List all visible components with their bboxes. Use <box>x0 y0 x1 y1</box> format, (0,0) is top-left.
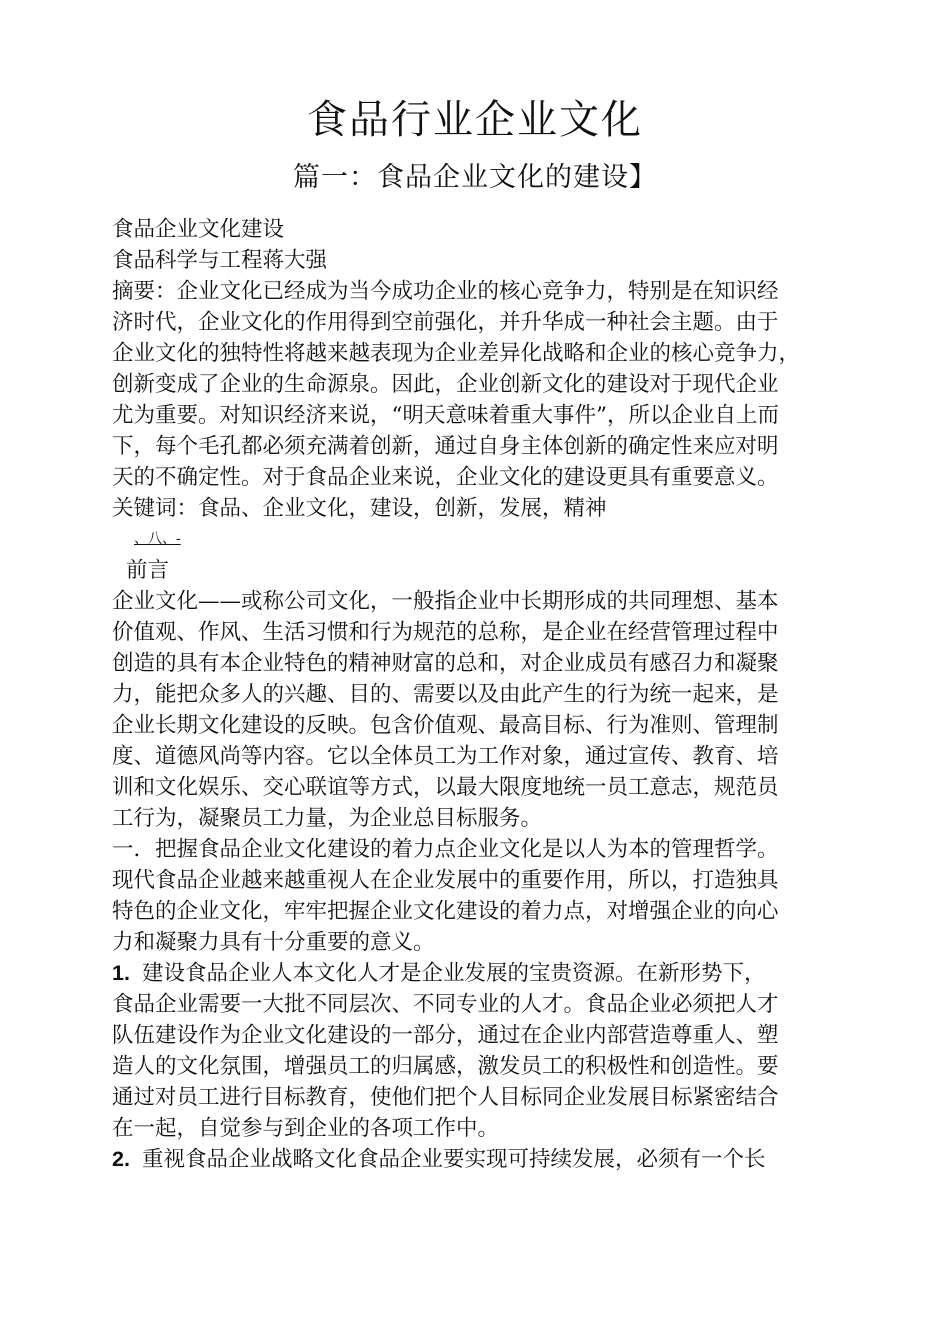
text-line: 创新变成了企业的生命源泉。因此，企业创新文化的建设对于现代企业 <box>112 372 779 397</box>
text-line-author: 食品科学与工程蒋大强 <box>112 248 328 273</box>
text-line-abstract: 摘要：企业文化已经成为当今成功企业的核心竞争力，特别是在知识经 <box>112 279 779 304</box>
text-line-preface-heading: 前言 <box>126 558 170 583</box>
document-title: 食品行业企业文化 <box>307 97 643 143</box>
text-line: 食品企业需要一大批不同层次、不同专业的人才。食品企业必须把人才 <box>112 992 779 1017</box>
text-line: 力，能把众多人的兴趣、目的、需要以及由此产生的行为统一起来，是 <box>112 682 779 707</box>
text-line: 企业长期文化建设的反映。包含价值观、最高目标、行为准则、管理制 <box>112 713 779 738</box>
text-line: 工行为，凝聚员工力量，为企业总目标服务。 <box>112 806 543 831</box>
text-line: 训和文化娱乐、交心联谊等方式，以最大限度地统一员工意志，规范员 <box>112 775 779 800</box>
text-line-scribble: 、八、- <box>134 531 181 547</box>
list-number: 2. <box>112 1147 130 1171</box>
text-line: 现代食品企业越来越重视人在企业发展中的重要作用，所以，打造独具 <box>112 868 779 893</box>
text-line: 力和凝聚力具有十分重要的意义。 <box>112 930 435 955</box>
text-line: 在一起，自觉参与到企业的各项工作中。 <box>112 1116 500 1141</box>
text-line: 价值观、作风、生活习惯和行为规范的总称，是企业在经营管理过程中 <box>112 620 779 645</box>
text-line: 天的不确定性。对于食品企业来说，企业文化的建设更具有重要意义。 <box>112 465 779 490</box>
text-line-item-1 <box>112 958 842 989</box>
text-line-section-1: 一．把握食品企业文化建设的着力点企业文化是以人为本的管理哲学。 <box>112 837 779 862</box>
text-line: 通过对员工进行目标教育，使他们把个人目标同企业发展目标紧密结合 <box>112 1085 779 1110</box>
text-line-item-2 <box>112 1144 842 1175</box>
text-line: 下，每个毛孔都必须充满着创新，通过自身主体创新的确定性来应对明 <box>112 434 779 459</box>
text-line: 企业文化的独特性将越来越表现为企业差异化战略和企业的核心竞争力， <box>112 341 801 366</box>
text-line: 队伍建设作为企业文化建设的一部分，通过在企业内部营造尊重人、塑 <box>112 1023 779 1048</box>
document-subtitle: 篇一：食品企业文化的建设】 <box>293 162 657 193</box>
text-line: 创造的具有本企业特色的精神财富的总和，对企业成员有感召力和凝聚 <box>112 651 779 676</box>
text-line-heading: 食品企业文化建设 <box>112 217 285 242</box>
document-body <box>112 214 842 1175</box>
text-line: 特色的企业文化，牢牢把握企业文化建设的着力点，对增强企业的向心 <box>112 899 779 924</box>
text-line: 度、道德风尚等内容。它以全体员工为工作对象，通过宣传、教育、培 <box>112 744 779 769</box>
text-line: 造人的文化氛围，增强员工的归属感，激发员工的积极性和创造性。要 <box>112 1054 779 1079</box>
text-line-keywords: 关键词：食品、企业文化，建设，创新，发展，精神 <box>112 496 607 521</box>
text-line: 企业文化——或称公司文化，一般指企业中长期形成的共同理想、基本 <box>112 589 779 614</box>
list-item-text: 建设食品企业人本文化人才是企业发展的宝贵资源。在新形势下， <box>141 961 766 986</box>
text-line: 尤为重要。对知识经济来说，“明天意味着重大事件”，所以企业自上而 <box>112 403 779 428</box>
list-number: 1. <box>112 961 130 985</box>
text-line: 济时代，企业文化的作用得到空前强化，并升华成一种社会主题。由于 <box>112 310 779 335</box>
list-item-text: 重视食品企业战略文化食品企业要实现可持续发展，必须有一个长 <box>141 1147 766 1172</box>
